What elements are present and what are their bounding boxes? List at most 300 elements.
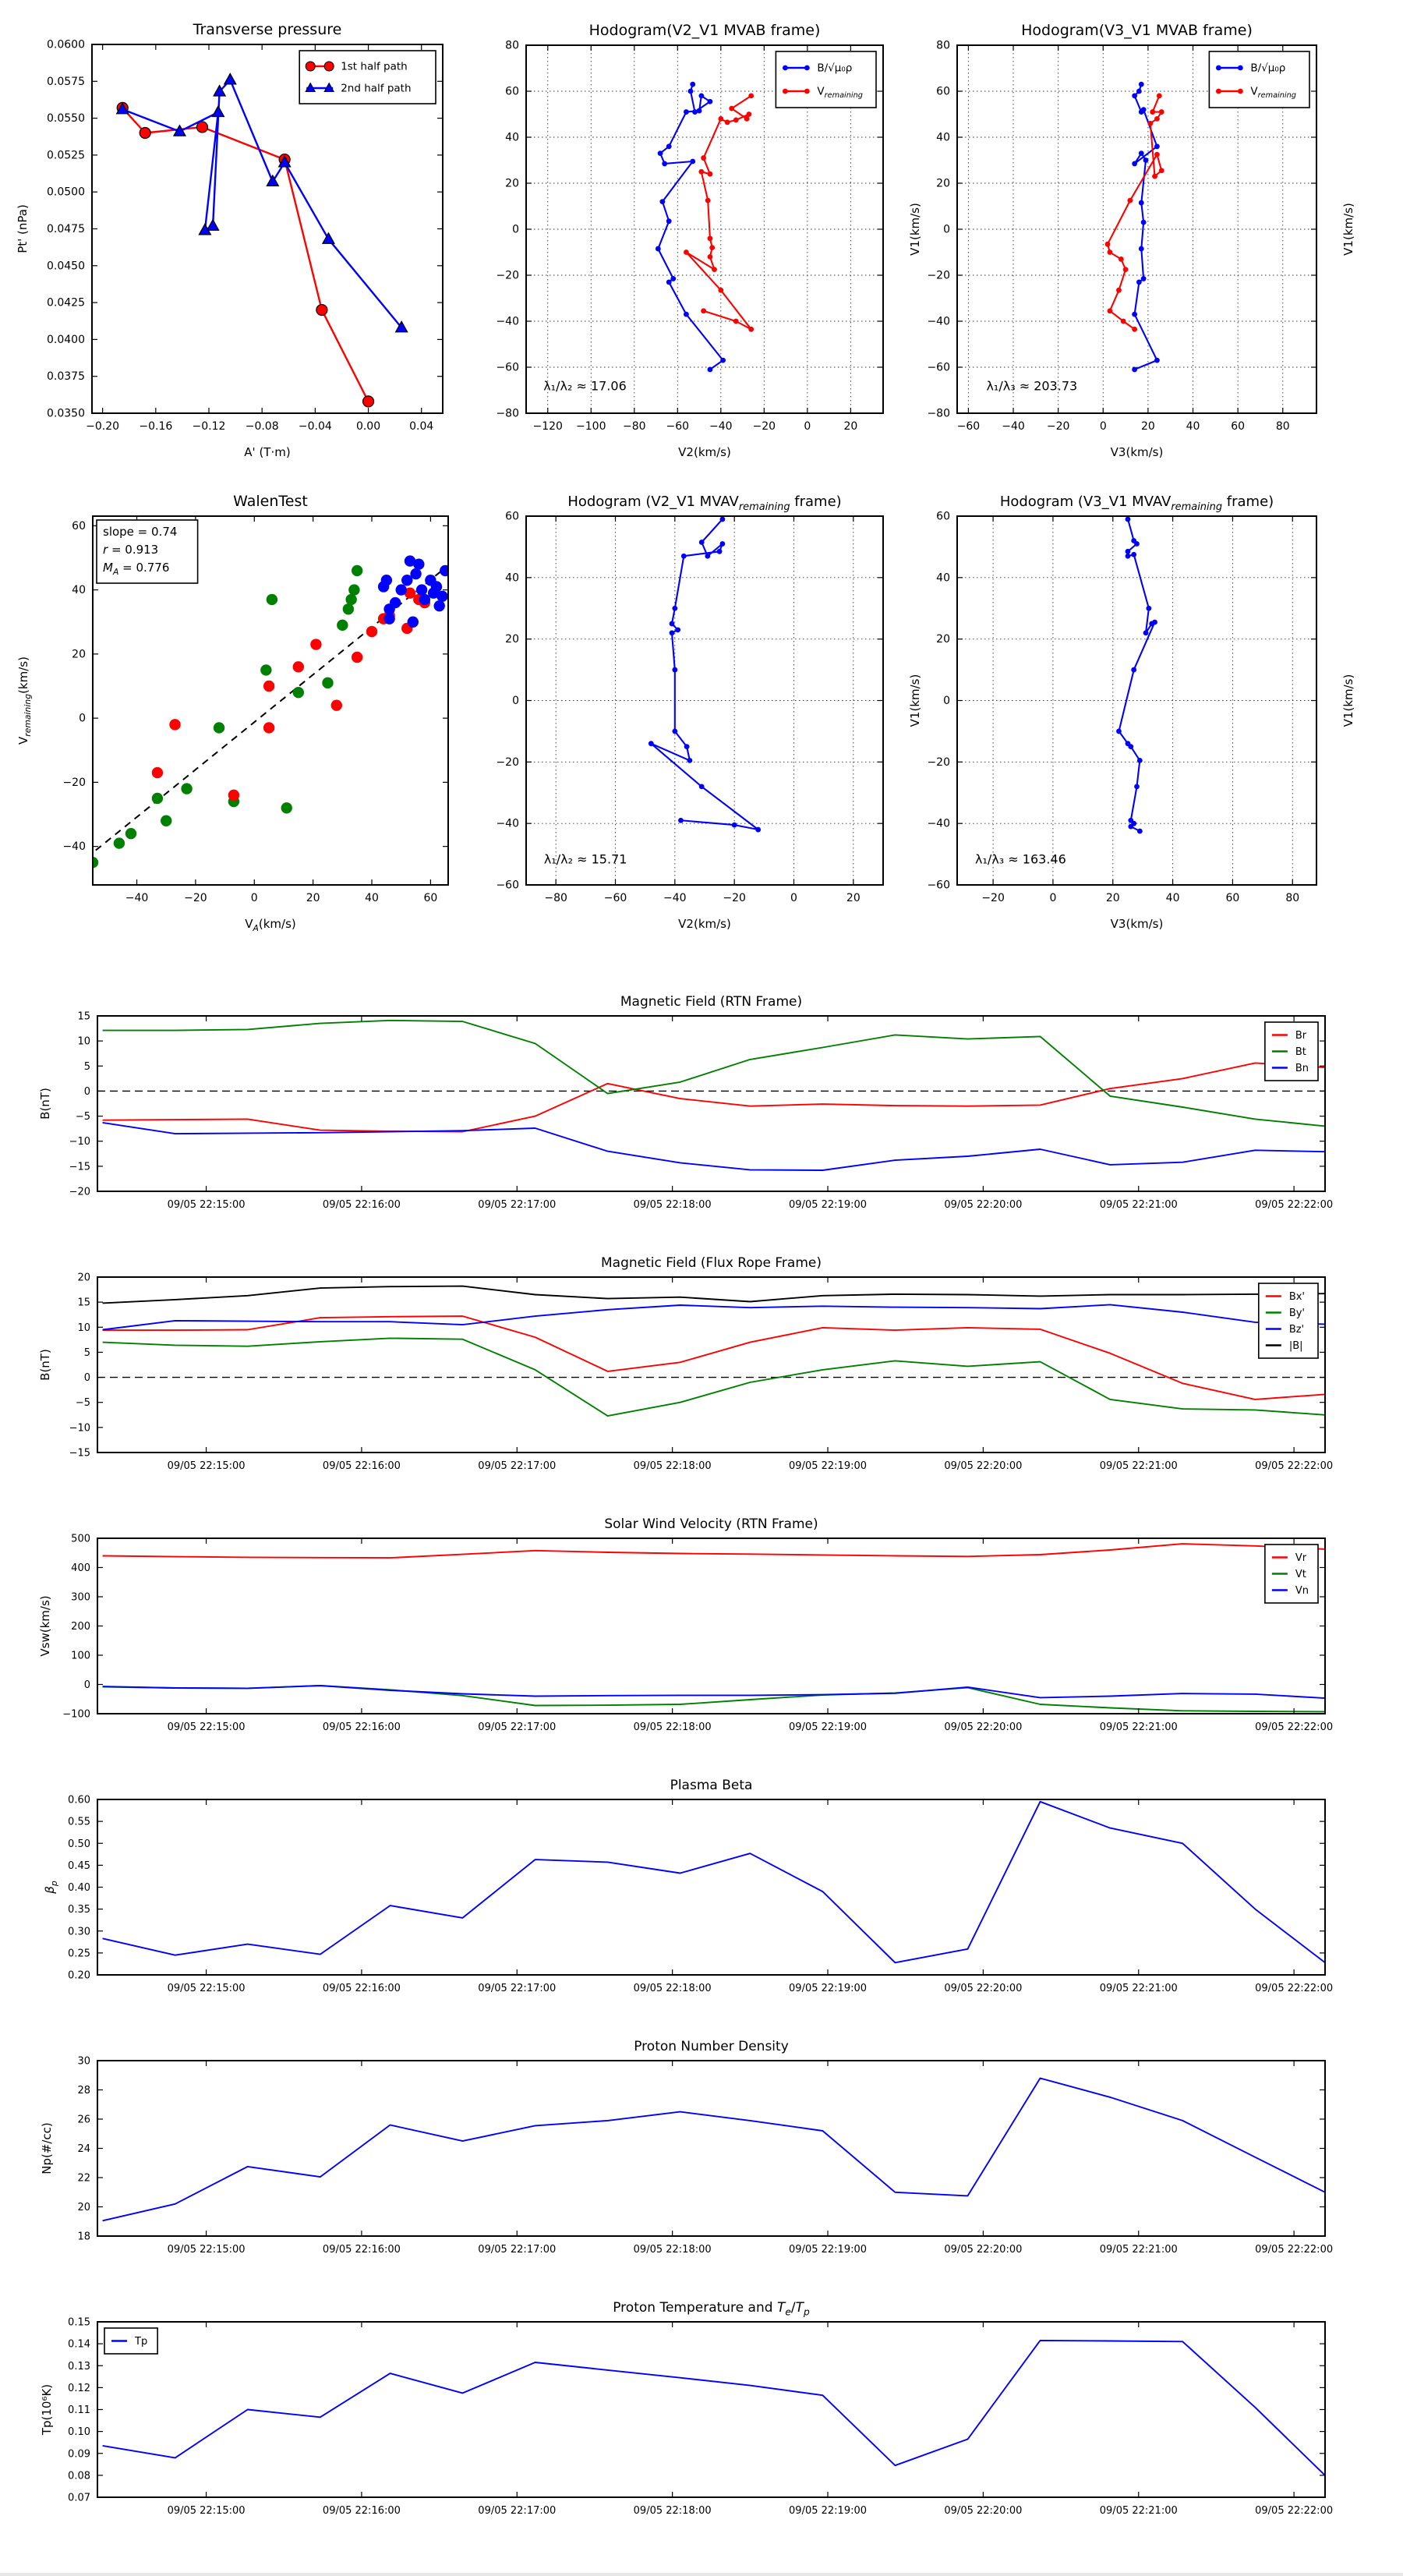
y-tick-label: −15 bbox=[69, 1161, 90, 1173]
marker-B-alfven bbox=[666, 279, 672, 285]
marker-scatter-red bbox=[352, 652, 362, 663]
proton-number-density-ylabel: Np(#/cc) bbox=[40, 2122, 54, 2174]
series-beta-p bbox=[103, 1802, 1325, 1963]
x-tick-label: 09/05 22:17:00 bbox=[478, 1721, 557, 1733]
y-tick-label: −80 bbox=[496, 407, 519, 420]
marker-scatter-green bbox=[152, 793, 163, 804]
marker-V-remaining bbox=[748, 327, 754, 332]
marker-B-alfven bbox=[659, 199, 665, 204]
x-tick-label: 09/05 22:18:00 bbox=[633, 1460, 712, 1472]
marker-V-remaining bbox=[1132, 327, 1137, 332]
hodogram-v3v1-mvab-annotation: λ₁/λ₃ ≈ 203.73 bbox=[986, 378, 1078, 394]
hodogram-v2v1-mvav-annotation: λ₁/λ₂ ≈ 15.71 bbox=[543, 851, 627, 867]
y-tick-label: 80 bbox=[936, 39, 950, 52]
x-tick-label: 09/05 22:22:00 bbox=[1255, 1460, 1334, 1472]
y-tick-label: 20 bbox=[72, 648, 86, 661]
y-tick-label: −5 bbox=[75, 1111, 90, 1123]
y-tick-label: 80 bbox=[505, 39, 519, 52]
legend-label: Vn bbox=[1295, 1585, 1309, 1597]
marker-V-remaining-path bbox=[699, 784, 705, 789]
x-tick-label: 09/05 22:16:00 bbox=[322, 1460, 401, 1472]
y-tick-label: 0.0500 bbox=[47, 186, 85, 199]
x-tick-label: 40 bbox=[1186, 420, 1200, 433]
stats-line: slope = 0.74 bbox=[103, 525, 178, 539]
marker-scatter-blue bbox=[416, 584, 427, 595]
marker-V-remaining bbox=[708, 172, 713, 177]
marker-B-alfven bbox=[1154, 358, 1160, 363]
x-tick-label: −60 bbox=[603, 892, 627, 904]
transverse-pressure-plot-title: Transverse pressure bbox=[193, 21, 342, 38]
y-tick-label: 0.0425 bbox=[47, 296, 85, 310]
marker-V-remaining-path bbox=[699, 540, 705, 545]
y-tick-label: 60 bbox=[72, 519, 86, 533]
legend-circle bbox=[324, 62, 334, 71]
marker-V-remaining-path bbox=[720, 541, 726, 547]
y-tick-label: −20 bbox=[69, 1186, 90, 1198]
y-tick-label: 400 bbox=[71, 1562, 90, 1574]
x-tick-label: 80 bbox=[1285, 892, 1300, 904]
hodogram-v2v1-mvab bbox=[496, 22, 922, 459]
x-tick-label: 09/05 22:18:00 bbox=[633, 1721, 712, 1733]
y-tick-label: 0.55 bbox=[68, 1816, 90, 1828]
hodogram-v3v1-mvav-annotation: λ₁/λ₃ ≈ 163.46 bbox=[975, 851, 1066, 867]
y-tick-label: −10 bbox=[69, 1136, 90, 1148]
x-tick-label: 09/05 22:20:00 bbox=[944, 1199, 1023, 1211]
legend-dot bbox=[783, 89, 788, 94]
x-tick-label: −0.16 bbox=[139, 420, 173, 433]
hodogram-v2v1-mvav-xlabel: V2(km/s) bbox=[678, 917, 731, 931]
marker-V-remaining-path bbox=[1137, 758, 1143, 763]
plasma-beta-series-group bbox=[103, 1802, 1325, 1963]
magnetic-field-rtn-ylabel: B(nT) bbox=[38, 1088, 52, 1120]
x-tick-label: 09/05 22:22:00 bbox=[1255, 1721, 1334, 1733]
x-tick-label: −40 bbox=[663, 892, 687, 904]
marker-V-remaining-path bbox=[672, 606, 677, 611]
x-tick-label: 60 bbox=[1225, 892, 1240, 904]
proton-number-density-series-group bbox=[103, 2079, 1325, 2221]
marker-B-alfven bbox=[1139, 246, 1144, 252]
marker-scatter-blue bbox=[410, 568, 421, 579]
series-2nd half path bbox=[122, 80, 401, 327]
legend-dot bbox=[1238, 65, 1243, 71]
marker-B-alfven bbox=[1141, 220, 1147, 225]
y-tick-label: 500 bbox=[71, 1533, 90, 1545]
marker-B-alfven bbox=[1132, 312, 1137, 317]
legend-label: $V_{remaining}$ bbox=[817, 85, 863, 101]
proton-temperature-frame bbox=[97, 2322, 1325, 2497]
marker-V-remaining bbox=[709, 245, 715, 250]
marker-V-remaining-path bbox=[1131, 552, 1136, 557]
marker-scatter-green bbox=[352, 565, 362, 576]
proton-number-density bbox=[40, 2039, 1333, 2256]
marker-B-alfven bbox=[708, 99, 713, 104]
marker-V-remaining-path bbox=[1134, 784, 1140, 789]
x-tick-label: 09/05 22:17:00 bbox=[478, 1983, 557, 1994]
marker-scatter-green bbox=[293, 687, 304, 698]
marker-2nd half path bbox=[267, 175, 278, 186]
x-tick-label: 0 bbox=[790, 892, 797, 904]
marker-scatter-green bbox=[181, 783, 192, 794]
x-tick-label: 09/05 22:21:00 bbox=[1099, 2244, 1178, 2256]
legend-label: Vt bbox=[1295, 1569, 1306, 1580]
series-Np bbox=[103, 2079, 1325, 2221]
x-tick-label: 60 bbox=[1231, 420, 1246, 433]
hodogram-v2v1-mvab-title: Hodogram(V2_V1 MVAB frame) bbox=[588, 22, 821, 39]
legend-label: 1st half path bbox=[341, 60, 408, 73]
hodogram-v3v1-mvav-ylabel: V1(km/s) bbox=[1341, 674, 1355, 727]
marker-V-remaining-path bbox=[755, 827, 761, 833]
series-Tp bbox=[103, 2341, 1325, 2475]
x-tick-label: 09/05 22:17:00 bbox=[478, 1460, 557, 1472]
x-tick-label: −20 bbox=[752, 420, 776, 433]
marker-scatter-blue bbox=[390, 597, 401, 608]
x-tick-label: 09/05 22:15:00 bbox=[167, 1460, 246, 1472]
marker-V-remaining-path bbox=[648, 741, 654, 746]
marker-V-remaining-path bbox=[1126, 517, 1131, 522]
marker-B-alfven bbox=[1141, 107, 1147, 112]
marker-B-alfven bbox=[666, 218, 672, 224]
marker-V-remaining-path bbox=[678, 818, 684, 823]
marker-V-remaining bbox=[718, 116, 723, 122]
marker-V-remaining-path bbox=[717, 549, 723, 554]
marker-B-alfven bbox=[720, 358, 726, 363]
marker-V-remaining-path bbox=[1128, 824, 1133, 830]
y-tick-label: −40 bbox=[496, 817, 519, 830]
x-tick-label: −120 bbox=[532, 420, 563, 433]
legend-dot bbox=[1216, 89, 1221, 94]
y-tick-label: 15 bbox=[77, 1010, 90, 1023]
hodogram-v3v1-mvab-ylabel: V1(km/s) bbox=[1341, 203, 1355, 256]
marker-B-alfven bbox=[708, 367, 713, 373]
marker-scatter-green bbox=[345, 594, 356, 605]
marker-B-alfven bbox=[1136, 279, 1142, 285]
y-tick-label: 0.50 bbox=[68, 1838, 90, 1850]
marker-V-remaining bbox=[684, 249, 689, 255]
marker-B-alfven bbox=[1154, 143, 1160, 149]
x-tick-label: 80 bbox=[1275, 420, 1290, 433]
x-tick-label: −20 bbox=[1046, 420, 1070, 433]
hodogram-v2v1-mvav-series-group bbox=[648, 517, 761, 833]
y-tick-label: 0.0550 bbox=[47, 112, 85, 126]
series-Vr bbox=[103, 1544, 1325, 1558]
walen-test-series-group bbox=[87, 555, 451, 868]
marker-scatter-green bbox=[267, 594, 277, 605]
marker-V-remaining-path bbox=[1143, 630, 1149, 635]
y-tick-label: 5 bbox=[83, 1346, 90, 1359]
x-tick-label: −100 bbox=[576, 420, 606, 433]
marker-V-remaining bbox=[1116, 288, 1122, 293]
magnetic-field-rtn-series-group bbox=[103, 1021, 1325, 1170]
marker-V-remaining bbox=[1105, 242, 1111, 247]
y-tick-label: −20 bbox=[496, 269, 519, 282]
marker-V-remaining bbox=[1121, 319, 1126, 324]
series-Bz' bbox=[103, 1304, 1325, 1329]
marker-V-remaining bbox=[744, 116, 750, 122]
x-tick-label: −20 bbox=[723, 892, 746, 904]
walen-test-title: WalenTest bbox=[233, 493, 308, 510]
y-tick-label: −60 bbox=[927, 879, 950, 892]
y-tick-label: 100 bbox=[71, 1650, 90, 1662]
y-tick-label: 40 bbox=[936, 571, 950, 585]
magnetic-field-fluxrope-frame bbox=[97, 1277, 1325, 1453]
y-tick-label: 28 bbox=[77, 2085, 90, 2097]
marker-scatter-blue bbox=[381, 575, 392, 586]
y-tick-label: 0 bbox=[943, 695, 950, 707]
marker-scatter-blue bbox=[396, 584, 407, 595]
y-tick-label: 10 bbox=[77, 1035, 90, 1048]
marker-V-remaining bbox=[1154, 116, 1160, 122]
marker-V-remaining bbox=[1152, 174, 1157, 179]
marker-scatter-red bbox=[152, 767, 163, 778]
solar-wind-velocity-rtn-ylabel: Vsw(km/s) bbox=[38, 1595, 52, 1657]
marker-V-remaining-path bbox=[1137, 829, 1143, 834]
marker-B-alfven bbox=[670, 276, 676, 281]
y-tick-label: −10 bbox=[69, 1422, 90, 1435]
series-Bn bbox=[103, 1123, 1325, 1170]
y-tick-label: −60 bbox=[496, 879, 519, 892]
marker-V-remaining bbox=[701, 155, 706, 161]
hodogram-v3v1-mvav bbox=[927, 494, 1355, 931]
solar-wind-velocity-rtn-title: Solar Wind Velocity (RTN Frame) bbox=[604, 1516, 818, 1532]
legend-label: Bt bbox=[1295, 1046, 1306, 1058]
y-tick-label: −100 bbox=[62, 1708, 90, 1721]
legend-label: Br bbox=[1295, 1030, 1307, 1042]
y-tick-label: 0 bbox=[512, 695, 519, 707]
x-tick-label: 09/05 22:16:00 bbox=[322, 2244, 401, 2256]
marker-scatter-blue bbox=[413, 558, 424, 569]
y-tick-label: 20 bbox=[77, 1272, 90, 1284]
y-tick-label: 0.12 bbox=[68, 2382, 90, 2394]
x-tick-label: 09/05 22:19:00 bbox=[789, 2505, 868, 2517]
marker-V-remaining bbox=[1123, 267, 1129, 272]
marker-1st half path bbox=[140, 128, 150, 139]
x-tick-label: 0 bbox=[250, 892, 258, 904]
solar-wind-velocity-rtn-series-group bbox=[103, 1544, 1325, 1711]
proton-temperature-series-group bbox=[103, 2341, 1325, 2475]
hodogram-v2v1-mvab-xlabel: V2(km/s) bbox=[678, 445, 731, 459]
marker-scatter-green bbox=[281, 802, 292, 813]
x-tick-label: 09/05 22:21:00 bbox=[1099, 2505, 1178, 2517]
marker-V-remaining-path bbox=[1146, 606, 1151, 611]
marker-V-remaining-path bbox=[720, 517, 726, 522]
marker-scatter-green bbox=[125, 828, 136, 839]
magnetic-field-fluxrope bbox=[38, 1255, 1333, 1472]
x-tick-label: −0.20 bbox=[86, 420, 120, 433]
y-tick-label: 0 bbox=[79, 712, 86, 725]
y-tick-label: −40 bbox=[927, 817, 950, 830]
legend-dot bbox=[1238, 89, 1243, 94]
marker-V-remaining-path bbox=[675, 627, 680, 632]
marker-B-alfven bbox=[656, 246, 661, 252]
proton-temperature-legend bbox=[104, 2328, 157, 2354]
x-tick-label: 0 bbox=[804, 420, 811, 433]
series-1st half path bbox=[122, 108, 368, 402]
proton-number-density-title: Proton Number Density bbox=[634, 2039, 789, 2054]
marker-V-remaining-path bbox=[672, 729, 677, 734]
y-tick-label: 0.0475 bbox=[47, 223, 85, 235]
marker-V-remaining-path bbox=[1152, 620, 1157, 625]
y-tick-label: 40 bbox=[505, 131, 519, 144]
marker-scatter-green bbox=[260, 664, 271, 675]
walen-test bbox=[16, 493, 451, 933]
y-tick-label: 20 bbox=[77, 2202, 90, 2213]
hodogram-v3v1-mvab bbox=[927, 22, 1355, 459]
y-tick-label: 0.60 bbox=[68, 1794, 90, 1806]
x-tick-label: 09/05 22:15:00 bbox=[167, 1199, 246, 1211]
y-tick-label: 20 bbox=[936, 633, 950, 646]
x-tick-label: 40 bbox=[1165, 892, 1180, 904]
marker-V-remaining bbox=[1119, 257, 1124, 262]
x-tick-label: 09/05 22:17:00 bbox=[478, 2244, 557, 2256]
marker-scatter-green bbox=[343, 603, 354, 614]
x-tick-label: −80 bbox=[544, 892, 567, 904]
proton-temperature-ylabel: Tp(10⁶K) bbox=[40, 2383, 54, 2436]
marker-V-remaining bbox=[1108, 249, 1113, 255]
stats-line: $M_A = 0.776$ bbox=[103, 561, 170, 578]
y-tick-label: 0.35 bbox=[68, 1904, 90, 1916]
solar-wind-velocity-rtn bbox=[38, 1516, 1333, 1733]
transverse-pressure-plot-series-group bbox=[117, 73, 408, 406]
x-tick-label: 09/05 22:15:00 bbox=[167, 2505, 246, 2517]
marker-V-remaining-path bbox=[1126, 549, 1131, 554]
marker-V-remaining bbox=[708, 235, 713, 241]
x-tick-label: 09/05 22:22:00 bbox=[1255, 2244, 1334, 2256]
magnetic-field-rtn-title: Magnetic Field (RTN Frame) bbox=[620, 994, 803, 1010]
transverse-pressure-plot bbox=[16, 21, 443, 459]
y-tick-label: −40 bbox=[927, 315, 950, 328]
y-tick-label: 0.13 bbox=[68, 2360, 90, 2373]
legend-label: B/√μ₀ρ bbox=[817, 62, 853, 75]
marker-B-alfven bbox=[1139, 200, 1144, 206]
x-tick-label: 09/05 22:20:00 bbox=[944, 1460, 1023, 1472]
walen-test-xlabel: $V_A(km/s)$ bbox=[245, 917, 296, 934]
x-tick-label: −40 bbox=[125, 892, 149, 904]
marker-scatter-green bbox=[337, 620, 348, 631]
marker-V-remaining-path bbox=[672, 667, 677, 673]
x-tick-label: 09/05 22:22:00 bbox=[1255, 1199, 1334, 1211]
marker-scatter-red bbox=[228, 790, 239, 801]
y-tick-label: 20 bbox=[505, 633, 519, 646]
series-V-remaining-path bbox=[651, 519, 758, 830]
marker-V-remaining bbox=[733, 117, 739, 122]
y-tick-label: −5 bbox=[75, 1397, 90, 1410]
legend-label: |B| bbox=[1288, 1340, 1303, 1352]
legend-dot bbox=[783, 65, 788, 71]
marker-B-alfven bbox=[698, 94, 704, 99]
marker-V-remaining-path bbox=[670, 630, 675, 635]
marker-scatter-red bbox=[169, 719, 180, 730]
x-tick-label: 20 bbox=[846, 892, 861, 904]
transverse-pressure-plot-ylabel: Pt' (nPa) bbox=[16, 204, 30, 253]
y-tick-label: 5 bbox=[83, 1060, 90, 1073]
marker-scatter-green bbox=[214, 722, 224, 733]
marker-2nd half path bbox=[224, 73, 236, 84]
y-tick-label: 60 bbox=[505, 510, 519, 523]
marker-scatter-blue bbox=[408, 617, 419, 628]
marker-B-alfven bbox=[662, 161, 667, 167]
x-tick-label: −60 bbox=[666, 420, 690, 433]
x-tick-label: 40 bbox=[365, 892, 379, 904]
marker-V-remaining-path bbox=[681, 554, 687, 559]
marker-V-remaining bbox=[1150, 109, 1155, 115]
x-tick-label: 09/05 22:15:00 bbox=[167, 1983, 246, 1994]
x-tick-label: 09/05 22:16:00 bbox=[322, 1199, 401, 1211]
legend-dot bbox=[804, 89, 810, 94]
transverse-pressure-plot-legend bbox=[299, 51, 436, 104]
y-tick-label: 200 bbox=[71, 1621, 90, 1633]
x-tick-label: 09/05 22:18:00 bbox=[633, 1199, 712, 1211]
y-tick-label: −40 bbox=[496, 315, 519, 328]
marker-1st half path bbox=[363, 396, 374, 407]
marker-scatter-red bbox=[331, 699, 342, 710]
proton-temperature bbox=[40, 2300, 1333, 2517]
marker-2nd half path bbox=[207, 220, 219, 231]
y-tick-label: 20 bbox=[936, 177, 950, 190]
hodogram-v2v1-mvab-legend bbox=[776, 51, 876, 108]
series-Br bbox=[103, 1063, 1325, 1131]
marker-B-alfven bbox=[1139, 82, 1144, 87]
x-tick-label: 09/05 22:18:00 bbox=[633, 2244, 712, 2256]
y-tick-label: 22 bbox=[77, 2172, 90, 2185]
y-tick-label: 0 bbox=[943, 223, 950, 236]
stats-line: r = 0.913 bbox=[103, 543, 159, 557]
x-tick-label: 09/05 22:22:00 bbox=[1255, 1983, 1334, 1994]
x-tick-label: 09/05 22:19:00 bbox=[789, 2244, 868, 2256]
y-tick-label: 24 bbox=[77, 2143, 90, 2155]
legend-label: Vr bbox=[1295, 1552, 1307, 1564]
magnetic-field-fluxrope-title: Magnetic Field (Flux Rope Frame) bbox=[601, 1255, 822, 1271]
legend-circle bbox=[306, 62, 315, 71]
x-tick-label: 60 bbox=[423, 892, 438, 904]
hodogram-v3v1-mvav-series-group bbox=[1116, 517, 1157, 834]
marker-V-remaining-path bbox=[705, 554, 710, 559]
marker-B-alfven bbox=[1132, 94, 1137, 99]
marker-V-remaining-path bbox=[1128, 744, 1133, 749]
x-tick-label: 09/05 22:21:00 bbox=[1099, 1199, 1178, 1211]
marker-B-alfven bbox=[697, 108, 702, 114]
marker-V-remaining-path bbox=[1134, 541, 1140, 547]
x-tick-label: 20 bbox=[843, 420, 858, 433]
marker-V-remaining bbox=[718, 288, 723, 293]
x-tick-label: −0.04 bbox=[298, 420, 332, 433]
hodogram-v3v1-mvab-title: Hodogram(V3_V1 MVAB frame) bbox=[1021, 22, 1253, 39]
hodogram-v2v1-mvav-frame bbox=[526, 516, 883, 885]
legend-label: B/√μ₀ρ bbox=[1250, 62, 1286, 75]
marker-V-remaining bbox=[701, 308, 706, 313]
marker-V-remaining bbox=[1127, 198, 1133, 203]
marker-V-remaining-path bbox=[1131, 667, 1136, 673]
y-tick-label: 60 bbox=[936, 85, 950, 98]
x-tick-label: 09/05 22:22:00 bbox=[1255, 2505, 1334, 2517]
x-tick-label: −80 bbox=[623, 420, 646, 433]
series-B-alfven bbox=[658, 84, 723, 370]
y-tick-label: 0 bbox=[83, 1085, 90, 1098]
hodogram-v3v1-mvab-xlabel: V3(km/s) bbox=[1110, 445, 1164, 459]
x-tick-label: 09/05 22:15:00 bbox=[167, 2244, 246, 2256]
hodogram-v2v1-mvab-series-group bbox=[656, 82, 754, 373]
marker-V-remaining-path bbox=[1126, 554, 1131, 559]
marker-V-remaining bbox=[1147, 121, 1153, 126]
marker-B-alfven bbox=[1136, 89, 1142, 94]
marker-scatter-green bbox=[322, 678, 333, 688]
series-Bt bbox=[103, 1021, 1325, 1127]
marker-B-alfven bbox=[666, 143, 672, 149]
series-Bx' bbox=[103, 1316, 1325, 1399]
marker-B-alfven bbox=[1139, 150, 1144, 156]
y-tick-label: 20 bbox=[505, 177, 519, 190]
y-tick-label: 18 bbox=[77, 2231, 90, 2243]
y-tick-label: 40 bbox=[505, 571, 519, 585]
